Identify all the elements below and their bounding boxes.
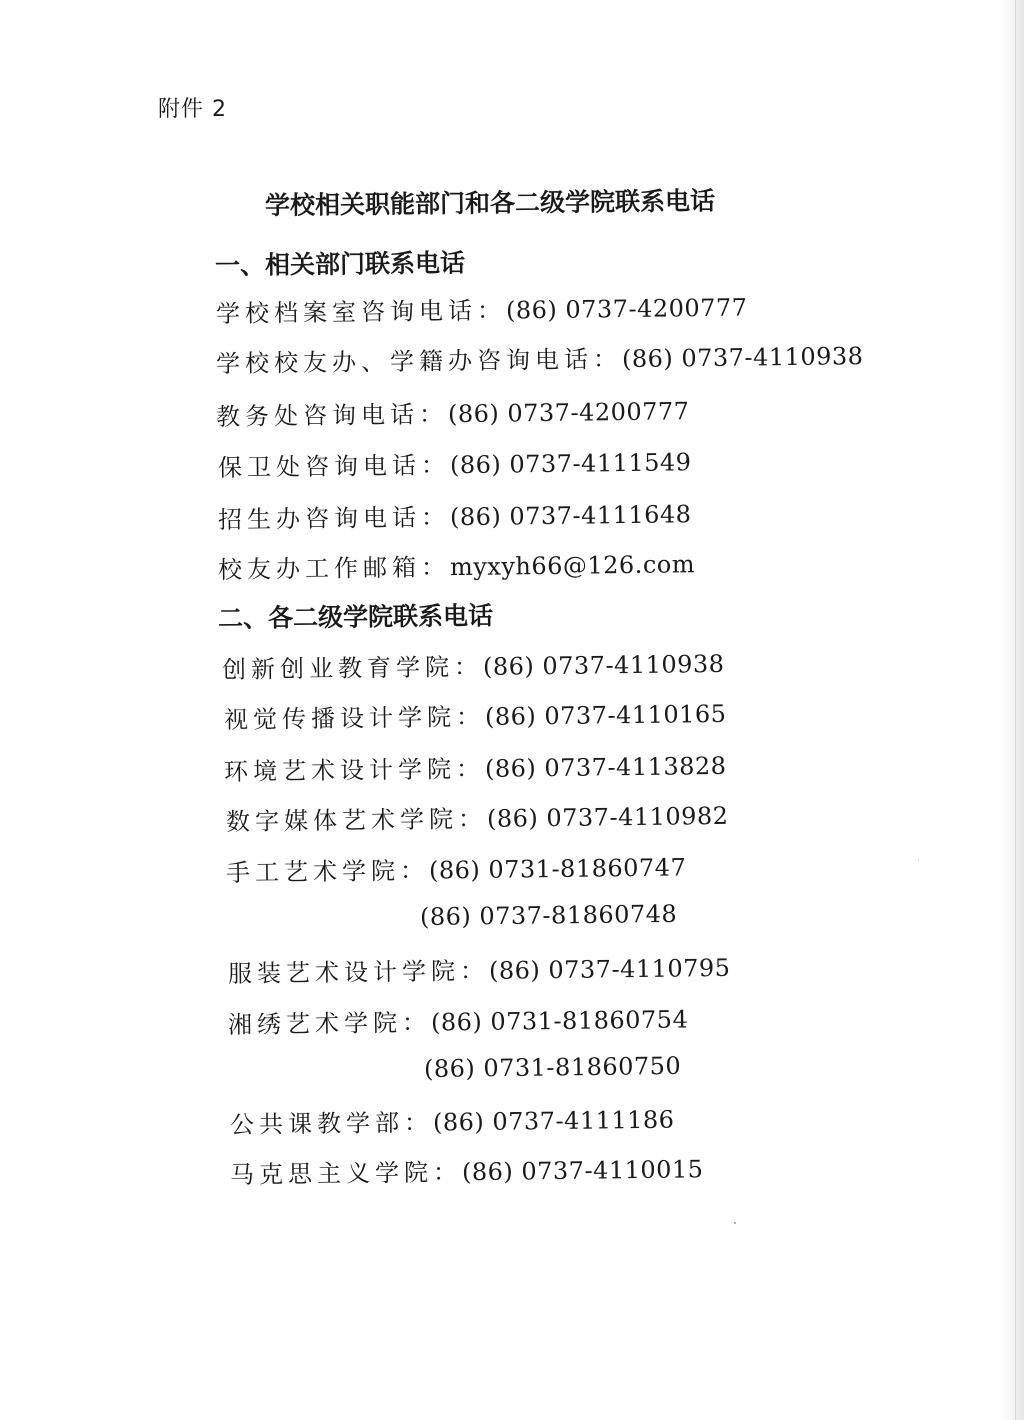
contact-line: [228, 948, 731, 989]
contact-line: [218, 494, 692, 535]
contact-line: [224, 694, 727, 735]
contact-value: (86) 0737-4110165: [484, 699, 727, 731]
contact-value: (86) 0737-4111549: [449, 448, 692, 480]
contact-value: (86) 0737-4110938: [482, 649, 725, 681]
contact-value: (86) 0737-4110795: [488, 953, 731, 985]
contact-label: 马克思主义学院：: [229, 1158, 463, 1189]
contact-value: (86) 0731-81860754: [430, 1005, 689, 1037]
contact-line: [216, 391, 690, 432]
contact-label: 创新创业教育学院：: [221, 652, 484, 684]
contact-line: [230, 1149, 704, 1190]
contact-line-continuation: [420, 900, 678, 931]
contact-value: (86) 0737-4113828: [484, 751, 727, 783]
contact-label: 公共课教学部：: [229, 1108, 434, 1139]
contact-value: (86) 0737-4110015: [461, 1155, 704, 1187]
contact-line: [226, 847, 687, 888]
scan-speck: [734, 1222, 736, 1224]
contact-line-email: [218, 544, 695, 585]
section-heading-departments: 一、相关部门联系电话: [214, 248, 466, 280]
contact-line: [226, 796, 729, 837]
contact-label: 学校校友办、学籍办咨询电话：: [215, 345, 623, 378]
contact-label: 手工艺术学院：: [225, 856, 430, 887]
contact-line: [228, 999, 689, 1040]
scan-edge-line: [1015, 0, 1016, 1420]
contact-value: (86) 0737-4111648: [449, 500, 692, 532]
contact-value: (86) 0731-81860750: [423, 1051, 682, 1083]
contact-label: 招生办咨询电话：: [217, 503, 451, 534]
section-heading-colleges: 二、各二级学院联系电话: [217, 601, 494, 633]
scan-speck: [918, 860, 919, 861]
scan-edge-shadow: [1002, 0, 1024, 1420]
contact-value: (86) 0737-81860748: [419, 899, 678, 931]
document-title: 学校相关职能部门和各二级学院联系电话: [264, 186, 716, 220]
contact-label: 校友办工作邮箱：: [217, 553, 451, 584]
contact-label: 视觉传播设计学院：: [223, 702, 486, 734]
contact-value: (86) 0737-4200777: [447, 397, 690, 429]
contact-value: (86) 0731-81860747: [428, 853, 687, 885]
contact-label: 数字媒体艺术学院：: [225, 804, 488, 836]
attachment-label: 附件 2: [158, 97, 227, 122]
contact-label: 服装艺术设计学院：: [227, 956, 490, 988]
contact-label: 教务处咨询电话：: [215, 400, 449, 431]
contact-line: [216, 288, 748, 329]
contact-label: 环境艺术设计学院：: [223, 754, 486, 786]
contact-line: [230, 1100, 675, 1140]
contact-value: (86) 0737-4110938: [621, 342, 864, 374]
contact-value: (86) 0737-4200777: [505, 293, 748, 325]
contact-line: [222, 644, 725, 685]
contact-line-continuation: [424, 1052, 682, 1083]
contact-value: (86) 0737-4111186: [432, 1105, 675, 1137]
contact-label: 学校档案室咨询电话：: [215, 296, 507, 328]
contact-label: 湘绣艺术学院：: [227, 1008, 432, 1039]
contact-label: 保卫处咨询电话：: [217, 451, 451, 482]
contact-email: myxyh66@126.com: [449, 550, 696, 582]
contact-line: [218, 442, 692, 483]
contact-line: [224, 746, 727, 787]
contact-value: (86) 0737-4110982: [486, 801, 729, 833]
contact-line: [216, 336, 864, 379]
